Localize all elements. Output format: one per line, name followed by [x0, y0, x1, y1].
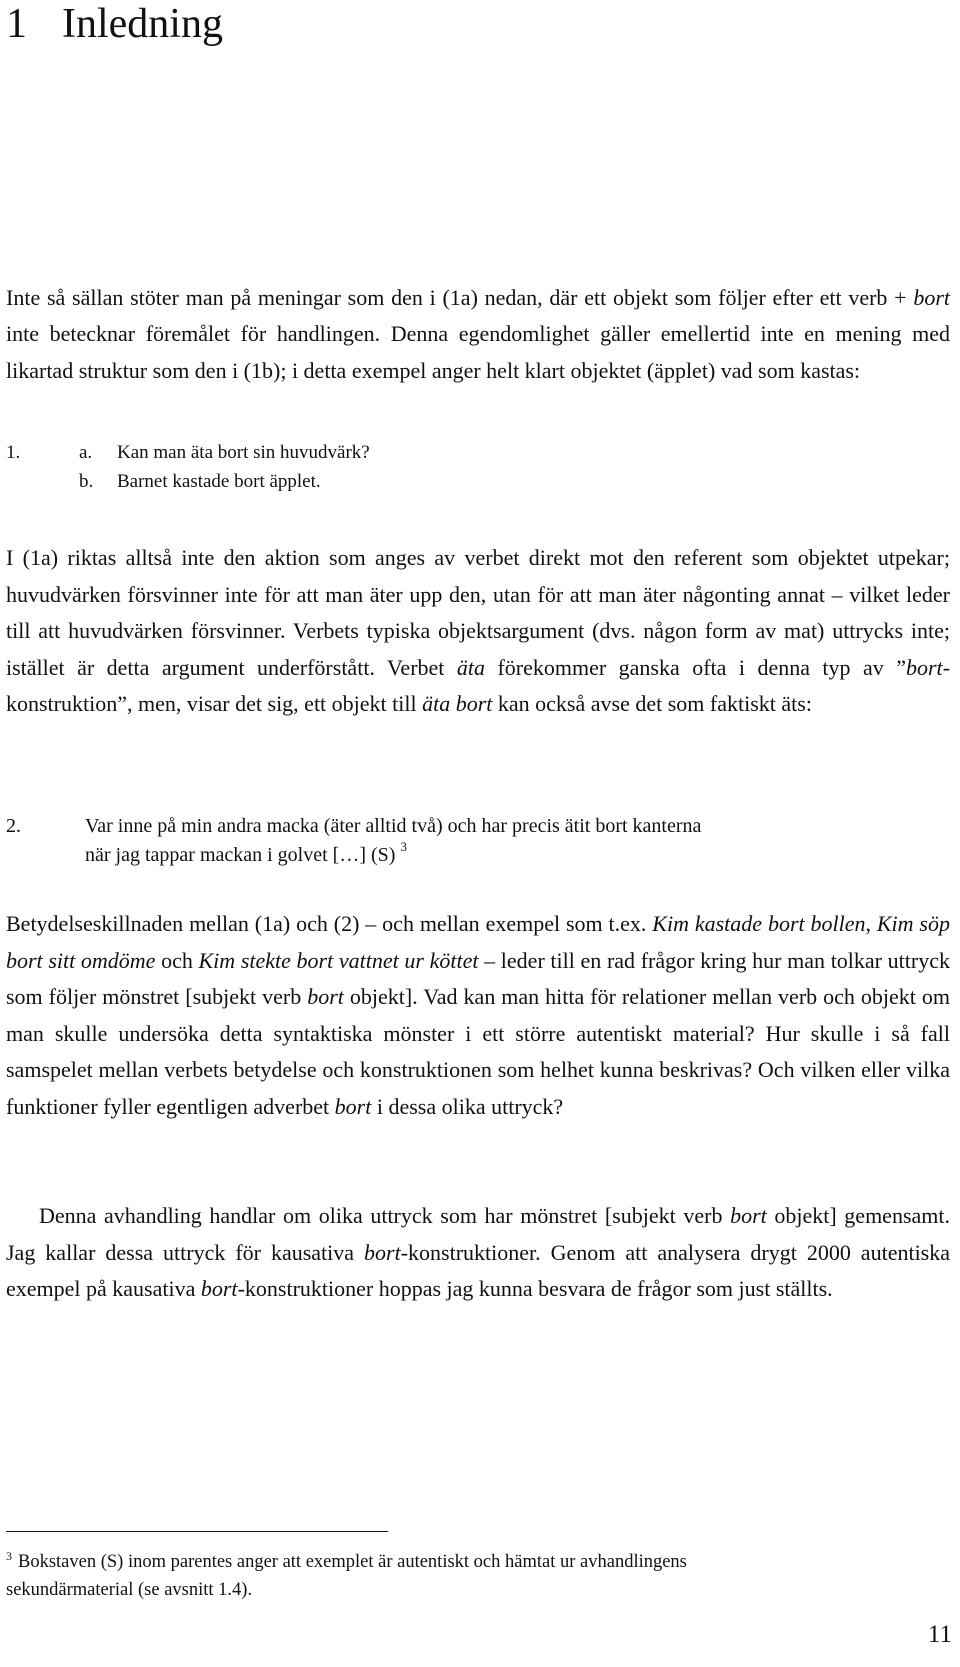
paragraph-2-text-4: kan också avse det som faktiskt äts: — [492, 691, 812, 716]
example-1b-letter: b. — [79, 471, 94, 492]
paragraph-1-text-2: inte betecknar föremålet för handlingen. Denna egendomlighet gäller emellertid inte en mening med likartad struktur som den i (1b); i detta exempel anger helt klart objektet (äpplet) vad som kastas: — [6, 321, 950, 383]
example-2-line-2 — [85, 841, 960, 870]
paragraph-4-text-3: -konstruktioner. Genom att analysera drygt 2000 autentiska exempel på kausativa — [6, 1239, 951, 1301]
paragraph-4-italic-3: bort — [200, 1276, 238, 1301]
footnote-line-2: sekundärmaterial (se avsnitt 1.4). — [6, 1580, 253, 1600]
paragraph-1 — [6, 280, 950, 389]
paragraph-3-text-2: , — [865, 911, 877, 936]
example-2-number: 2. — [6, 815, 21, 837]
example-1 — [6, 438, 950, 496]
example-2-line-2-text: när jag tappar mackan i golvet […] (S) — [85, 844, 396, 866]
paragraph-1-italic-bort: bort — [913, 285, 950, 310]
example-2-text — [85, 812, 960, 870]
paragraph-4-text-4: -konstruktioner hoppas jag kunna besvara de frågor som just ställts. — [237, 1276, 833, 1301]
paragraph-3 — [6, 906, 950, 1125]
paragraph-2-italic-ata: äta — [456, 654, 485, 680]
chapter-title: Inledning — [62, 1, 223, 47]
footnote-reference: 3 — [400, 839, 407, 855]
paragraph-4-italic-2: bort — [364, 1239, 401, 1265]
paragraph-3-italic-3: Kim stekte bort vattnet ur köttet — [198, 947, 479, 973]
paragraph-3-italic-5: bort — [334, 1093, 372, 1119]
paragraph-2-text-3: -konstruktion”, men, visar det sig, ett objekt till — [6, 654, 951, 716]
paragraph-1-text-1: Inte så sällan stöter man på meningar som den i (1a) nedan, där ett objekt som följer efter ett verb + — [6, 285, 914, 310]
page-number: 11 — [927, 1621, 952, 1648]
example-1-number: 1. — [6, 442, 21, 463]
footnote-mark: 3 — [6, 1549, 12, 1563]
paragraph-3-italic-4: bort — [307, 984, 344, 1009]
paragraph-3-text-5: objekt]. Vad kan man hitta för relationer mellan verb och objekt om man skulle undersöka detta syntaktiska mönster i ett större autentiskt material? Hur skulle i så fall samspelet mellan verbets betydelse och konstruktionen som helhet kunna beskrivas? Och vilken eller vilka funktioner fyller egentligen adverbet — [6, 984, 950, 1119]
paragraph-3-text-1: Betydelseskillnaden mellan (1a) och (2) – och mellan exempel som t.ex. — [6, 911, 653, 936]
footnote-divider — [6, 1531, 388, 1532]
footnote-line-1 — [6, 1549, 950, 1577]
paragraph-3-text-6: i dessa olika uttryck? — [371, 1093, 564, 1119]
paragraph-4-italic-1: bort — [730, 1203, 767, 1228]
footnote-line-1-text: Bokstaven (S) inom parentes anger att exemplet är autentiskt och hämtat ur avhandlingens — [18, 1552, 687, 1572]
chapter-heading — [6, 0, 223, 48]
paragraph-3-italic-1: Kim kastade bort bollen — [652, 911, 866, 936]
paragraph-4-text-2: objekt] gemensamt. Jag kallar dessa uttryck för kausativa — [6, 1203, 950, 1265]
paragraph-4-text-1: Denna avhandling handlar om olika uttryck som har mönstret [subjekt verb — [39, 1203, 731, 1228]
footnote — [6, 1549, 950, 1604]
paragraph-3-text-4: – leder till en rad frågor kring hur man tolkar uttryck som följer mönstret [subjekt verb — [6, 947, 950, 1009]
paragraph-2 — [6, 540, 950, 723]
example-1a-letter: a. — [79, 442, 93, 463]
example-2-line-1: Var inne på min andra macka (äter alltid två) och har precis ätit bort kanterna — [85, 815, 702, 837]
paragraph-2-text-1: I (1a) riktas alltså inte den aktion som anges av verbet direkt mot den referent som objektet utpekar; huvudvärken försvinner inte för att man äter upp den, utan för att man äter någonting annat – vilket leder till att huvudvärken försvinner. Verbets typiska objektsargument (dvs. någon form av mat) uttrycks inte; istället är detta argument underförstått. Verbet — [6, 545, 950, 680]
paragraph-2-italic-bort: bort — [906, 654, 943, 680]
chapter-number: 1 — [6, 1, 27, 47]
paragraph-3-italic-2: Kim söp bort sitt omdöme — [6, 911, 950, 973]
example-1a-text: Kan man äta bort sin huvudvärk? — [117, 442, 370, 463]
paragraph-2-text-2: förekommer ganska ofta i denna typ av ” — [485, 654, 906, 680]
paragraph-3-text-3: och — [155, 947, 199, 973]
example-1b-text: Barnet kastade bort äpplet. — [117, 471, 321, 492]
paragraph-4 — [6, 1198, 950, 1308]
example-2 — [6, 812, 950, 870]
paragraph-2-italic-ata-bort: äta bort — [422, 691, 493, 716]
